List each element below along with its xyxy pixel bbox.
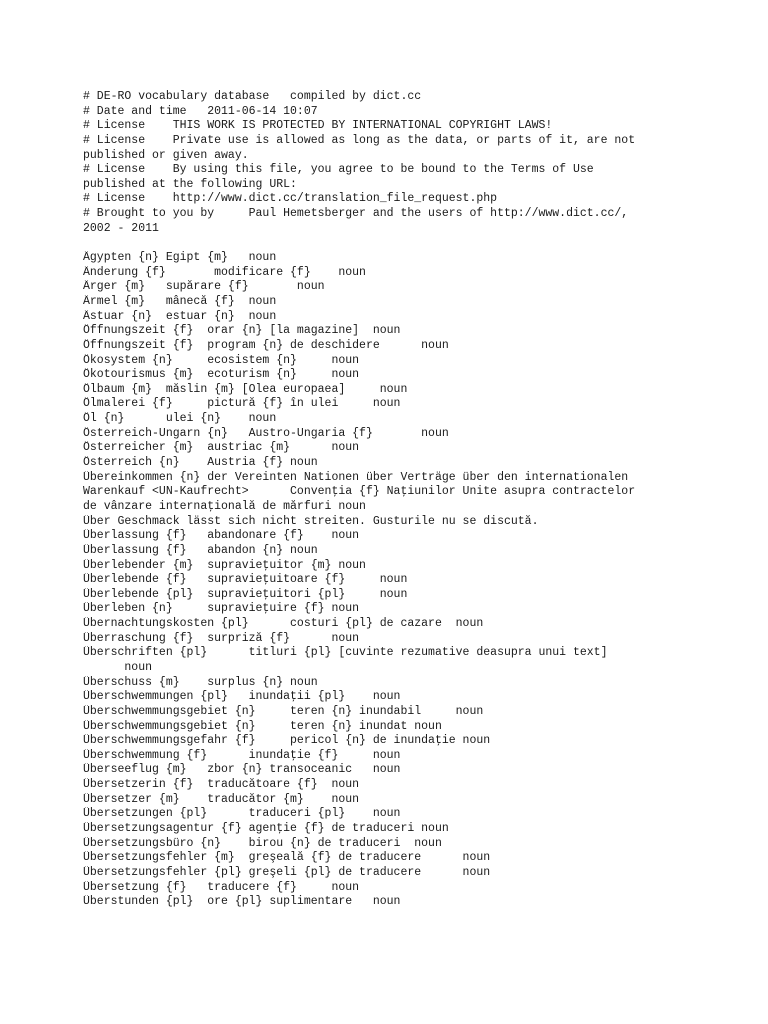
dictionary-entry: Warenkauf <UN-Kaufrecht> Convenţia {f} Naţiunilor Unite asupra contractelor [83, 485, 636, 499]
dictionary-entry: Ärger {m} supărare {f} noun [83, 280, 325, 294]
dictionary-entry: Überstunden {pl} ore {pl} suplimentare noun [83, 895, 401, 909]
dictionary-entry: Öffnungszeit {f} program {n} de deschidere noun [83, 338, 449, 352]
dictionary-entry: Überleben {n} supravieţuire {f} noun [83, 602, 360, 616]
vocabulary-document [83, 90, 703, 910]
file-header [83, 90, 703, 236]
dictionary-entry: Überseeflug {m} zbor {n} transoceanic noun [83, 763, 401, 777]
dictionary-entry: Österreich-Ungarn {n} Austro-Ungaria {f} noun [83, 426, 449, 440]
dictionary-entry: Übersetzungsagentur {f} agenţie {f} de traduceri noun [83, 822, 449, 836]
dictionary-entry: Übereinkommen {n} der Vereinten Nationen über Verträge über den internationalen [83, 470, 629, 484]
dictionary-entry: Überlebende {f} supravieţuitoare {f} noun [83, 573, 408, 587]
header-line: # License Private use is allowed as long as the data, or parts of it, are not [83, 133, 636, 147]
entry-list [83, 251, 703, 910]
header-line: # DE-RO vocabulary database compiled by dict.cc [83, 90, 422, 103]
dictionary-entry: Überschwemmungen {pl} inundaţii {pl} noun [83, 690, 401, 704]
dictionary-entry: Überschuss {m} surplus {n} noun [83, 675, 318, 689]
dictionary-entry: Überschwemmungsgefahr {f} pericol {n} de inundaţie noun [83, 734, 491, 748]
blank-line [83, 236, 703, 251]
header-line: published or given away. [83, 148, 249, 162]
dictionary-entry: Übersetzungsfehler {m} greşeală {f} de traducere noun [83, 851, 491, 865]
dictionary-entry: Änderung {f} modificare {f} noun [83, 265, 366, 279]
header-line: # License By using this file, you agree to be bound to the Terms of Use [83, 163, 594, 177]
dictionary-entry: noun [83, 660, 153, 674]
dictionary-entry: Ölmalerei {f} pictură {f} în ulei noun [83, 397, 401, 411]
dictionary-entry: Ästuar {n} estuar {n} noun [83, 309, 277, 323]
header-line: # License http://www.dict.cc/translation_file_request.php [83, 192, 498, 206]
dictionary-entry: Übersetzungen {pl} traduceri {pl} noun [83, 807, 401, 821]
dictionary-entry: Ärmel {m} mânecă {f} noun [83, 294, 277, 308]
header-line: # Date and time 2011-06-14 10:07 [83, 104, 318, 118]
dictionary-entry: Überschwemmung {f} inundaţie {f} noun [83, 748, 401, 762]
dictionary-entry: Überlassung {f} abandon {n} noun [83, 543, 318, 557]
dictionary-entry: Ökotourismus {m} ecoturism {n} noun [83, 368, 360, 382]
dictionary-entry: Öl {n} ulei {n} noun [83, 412, 277, 426]
dictionary-entry: Überraschung {f} surpriză {f} noun [83, 631, 360, 645]
dictionary-entry: Ägypten {n} Egipt {m} noun [83, 251, 277, 265]
dictionary-entry: de vânzare internaţională de mărfuri noun [83, 499, 366, 513]
dictionary-entry: Übersetzung {f} traducere {f} noun [83, 880, 360, 894]
dictionary-entry: Österreich {n} Austria {f} noun [83, 456, 318, 470]
dictionary-entry: Übersetzer {m} traducător {m} noun [83, 792, 360, 806]
dictionary-entry: Österreicher {m} austriac {m} noun [83, 441, 360, 455]
dictionary-entry: Überlebender {m} supravieţuitor {m} noun [83, 558, 366, 572]
dictionary-entry: Übersetzungsfehler {pl} greşeli {pl} de traducere noun [83, 865, 491, 879]
header-line: published at the following URL: [83, 177, 297, 191]
dictionary-entry: Über Geschmack lässt sich nicht streiten. Gusturile nu se discută. [83, 514, 539, 528]
dictionary-entry: Überschwemmungsgebiet {n} teren {n} inundabil noun [83, 704, 484, 718]
dictionary-entry: Öffnungszeit {f} orar {n} [la magazine] noun [83, 324, 401, 338]
header-line: 2002 - 2011 [83, 221, 159, 235]
header-line: # Brought to you by Paul Hemetsberger and the users of http://www.dict.cc/, [83, 207, 629, 221]
dictionary-entry: Überlassung {f} abandonare {f} noun [83, 529, 360, 543]
dictionary-entry: Übernachtungskosten {pl} costuri {pl} de cazare noun [83, 617, 484, 631]
dictionary-entry: Überschriften {pl} titluri {pl} [cuvinte rezumative deasupra unui text] [83, 646, 608, 660]
dictionary-entry: Übersetzerin {f} traducătoare {f} noun [83, 778, 360, 792]
dictionary-entry: Übersetzungsbüro {n} birou {n} de traduceri noun [83, 836, 442, 850]
dictionary-entry: Überschwemmungsgebiet {n} teren {n} inundat noun [83, 719, 442, 733]
dictionary-entry: Überlebende {pl} supravieţuitori {pl} noun [83, 587, 408, 601]
dictionary-entry: Ölbaum {m} măslin {m} [Olea europaea] noun [83, 382, 408, 396]
dictionary-entry: Ökosystem {n} ecosistem {n} noun [83, 353, 360, 367]
header-line: # License THIS WORK IS PROTECTED BY INTERNATIONAL COPYRIGHT LAWS! [83, 119, 553, 133]
